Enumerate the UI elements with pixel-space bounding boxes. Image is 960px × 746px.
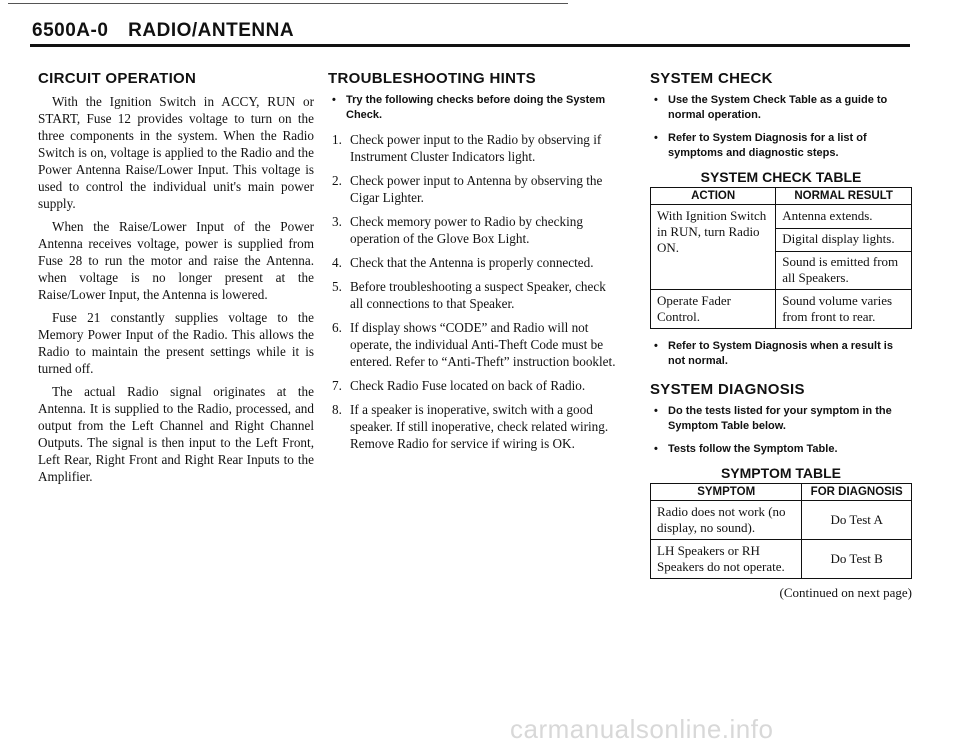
troubleshooting-heading: TROUBLESHOOTING HINTS: [328, 70, 536, 87]
step-item: 3. Check memory power to Radio by checking operation of the Glove Box Light.: [332, 214, 583, 246]
table-cell: Do Test B: [802, 540, 912, 579]
result-line: Sound is emitted from all Speakers.: [776, 251, 911, 286]
table-cell: Radio does not work (no display, no sound).: [651, 501, 802, 540]
header-rule: [30, 44, 910, 47]
table-cell: LH Speakers or RH Speakers do not operate.: [651, 540, 802, 579]
symptom-table: [650, 483, 912, 579]
system-check-table-title: SYSTEM CHECK TABLE: [700, 169, 862, 185]
troubleshooting-section: [328, 70, 620, 459]
top-edge-line: [8, 3, 568, 4]
circuit-paragraph: When the Raise/Lower Input of the Power Antenna receives voltage, power is supplied from Fuse 28 to run the motor and raise the Antenna. when voltage is no longer present at the Raise/Lower Input, the Antenna is lowered.: [38, 219, 314, 302]
step-item: 6. If display shows “CODE” and Radio will not operate, the individual Anti-Theft Code must be entered. Refer to “Anti-Theft” instruction booklet.: [332, 320, 616, 369]
step-item: 5. Before troubleshooting a suspect Speaker, check all connections to that Speaker.: [332, 279, 606, 311]
column-header: ACTION: [651, 188, 776, 205]
table-cell: Operate Fader Control.: [651, 290, 776, 329]
system-check-section: [650, 70, 912, 601]
circuit-paragraph: The actual Radio signal originates at the Antenna. It is supplied to the Radio, processed, and output from the Left Channel and Right Channel Outputs. The signal is then input to the Left Front, Left Rear, Right Front and Right Rear Inputs to the Amplifier.: [38, 384, 314, 484]
table-row: [651, 205, 912, 290]
table-cell: Do Test A: [802, 501, 912, 540]
table-row: [651, 290, 912, 329]
system-diagnosis-bullet: • Do the tests listed for your symptom in the Symptom Table below.: [650, 404, 912, 434]
column-header: NORMAL RESULT: [776, 188, 912, 205]
system-check-bullet: • Use the System Check Table as a guide to normal operation.: [650, 93, 912, 123]
table-cell: Sound volume varies from front to rear.: [776, 290, 912, 329]
result-line: Antenna extends.: [782, 208, 873, 223]
system-check-heading: SYSTEM CHECK: [650, 70, 773, 87]
system-check-note: • Refer to System Diagnosis when a result is not normal.: [650, 339, 912, 369]
circuit-operation-heading: CIRCUIT OPERATION: [38, 70, 197, 87]
table-row: [651, 540, 912, 579]
system-diagnosis-bullet: • Tests follow the Symptom Table.: [650, 442, 912, 457]
system-check-bullet: • Refer to System Diagnosis for a list of symptoms and diagnostic steps.: [650, 131, 912, 161]
system-check-table: [650, 187, 912, 329]
column-header: SYMPTOM: [651, 484, 802, 501]
troubleshooting-intro: • Try the following checks before doing the System Check.: [328, 93, 620, 123]
circuit-paragraph: Fuse 21 constantly supplies voltage to the Memory Power Input of the Radio. This allows the Radio to maintain the present settings while it is turned off.: [38, 310, 314, 376]
column-header: FOR DIAGNOSIS: [802, 484, 912, 501]
section-code: 6500A-0: [32, 20, 109, 41]
system-diagnosis-heading: SYSTEM DIAGNOSIS: [650, 381, 805, 398]
watermark: carmanualsonline.info: [510, 714, 774, 744]
symptom-table-title: SYMPTOM TABLE: [720, 465, 842, 481]
step-item: 8. If a speaker is inoperative, switch with a good speaker. If still inoperative, check related wiring. Remove Radio for service if wiring is OK.: [332, 402, 609, 451]
troubleshooting-steps: [328, 131, 620, 452]
table-row: [651, 501, 912, 540]
circuit-operation-section: [38, 70, 314, 491]
result-line: Digital display lights.: [776, 228, 911, 247]
table-cell: With Ignition Switch in RUN, turn Radio ON.: [651, 205, 776, 290]
page-header: [32, 20, 294, 42]
continued-note: (Continued on next page): [779, 585, 912, 600]
step-item: 2. Check power input to Antenna by observing the Cigar Lighter.: [332, 173, 603, 205]
step-item: 1. Check power input to the Radio by observing if Instrument Cluster Indicators light.: [332, 132, 602, 164]
step-item: 4. Check that the Antenna is properly connected.: [332, 255, 594, 270]
circuit-paragraph: With the Ignition Switch in ACCY, RUN or START, Fuse 12 provides voltage to turn on the three components in the system. When the Radio Switch is on, voltage is applied to the Radio and the Power Antenna Raise/Lower Input. This voltage is used to control the individual unit's main power supply.: [38, 94, 314, 211]
table-cell: [776, 205, 912, 290]
section-title: RADIO/ANTENNA: [128, 20, 295, 41]
step-item: 7. Check Radio Fuse located on back of Radio.: [332, 378, 586, 393]
